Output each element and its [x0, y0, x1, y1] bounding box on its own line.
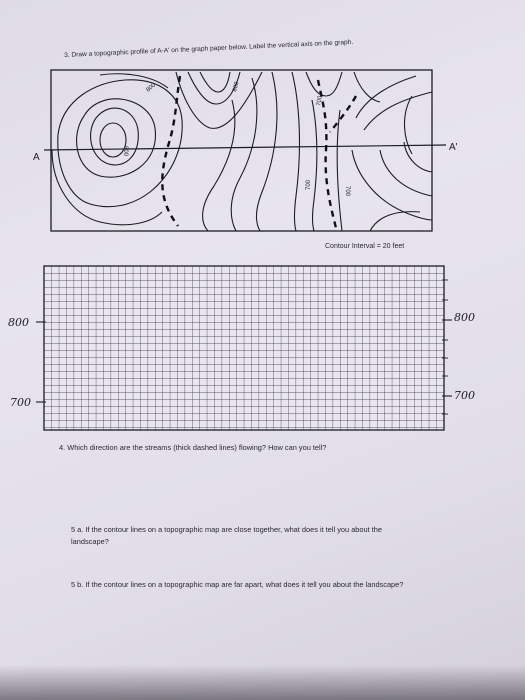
handwritten-label-left-700: 700	[10, 396, 31, 409]
handwritten-label-left-800: 800	[8, 316, 29, 329]
contour-label-700-b: 700	[306, 179, 312, 190]
question-5a-line-1: 5 a. If the contour lines on a topographic map are close together, what does it tell you about the	[71, 525, 383, 534]
page-shadow	[0, 665, 525, 700]
question-5a-line-2: landscape?	[71, 537, 109, 546]
contour-label-800-a: 800	[145, 82, 157, 94]
contour-label-800-c: 800	[122, 146, 128, 157]
question-3-text: 3. Draw a topographic profile of A-A' on the graph paper below. Label the vertical axis on the graph.	[64, 38, 354, 59]
contour-label-800-b: 800	[232, 81, 241, 93]
question-4-text: 4. Which direction are the streams (thick dashed lines) flowing? How can you tell?	[59, 443, 327, 452]
question-5a-text	[71, 524, 382, 548]
question-5b-text: 5 b. If the contour lines on a topographic map are far apart, what does it tell you about the landscape?	[71, 580, 404, 589]
point-label-a: A	[33, 152, 40, 163]
point-label-a-prime: A'	[449, 142, 458, 153]
contour-interval-text: Contour Interval = 20 feet	[325, 243, 405, 250]
contour-label-700-c: 700	[344, 186, 350, 197]
contour-label-700-a: 700	[316, 95, 324, 107]
handwritten-label-right-700: 700	[454, 389, 475, 402]
handwritten-label-right-800: 800	[454, 311, 475, 324]
